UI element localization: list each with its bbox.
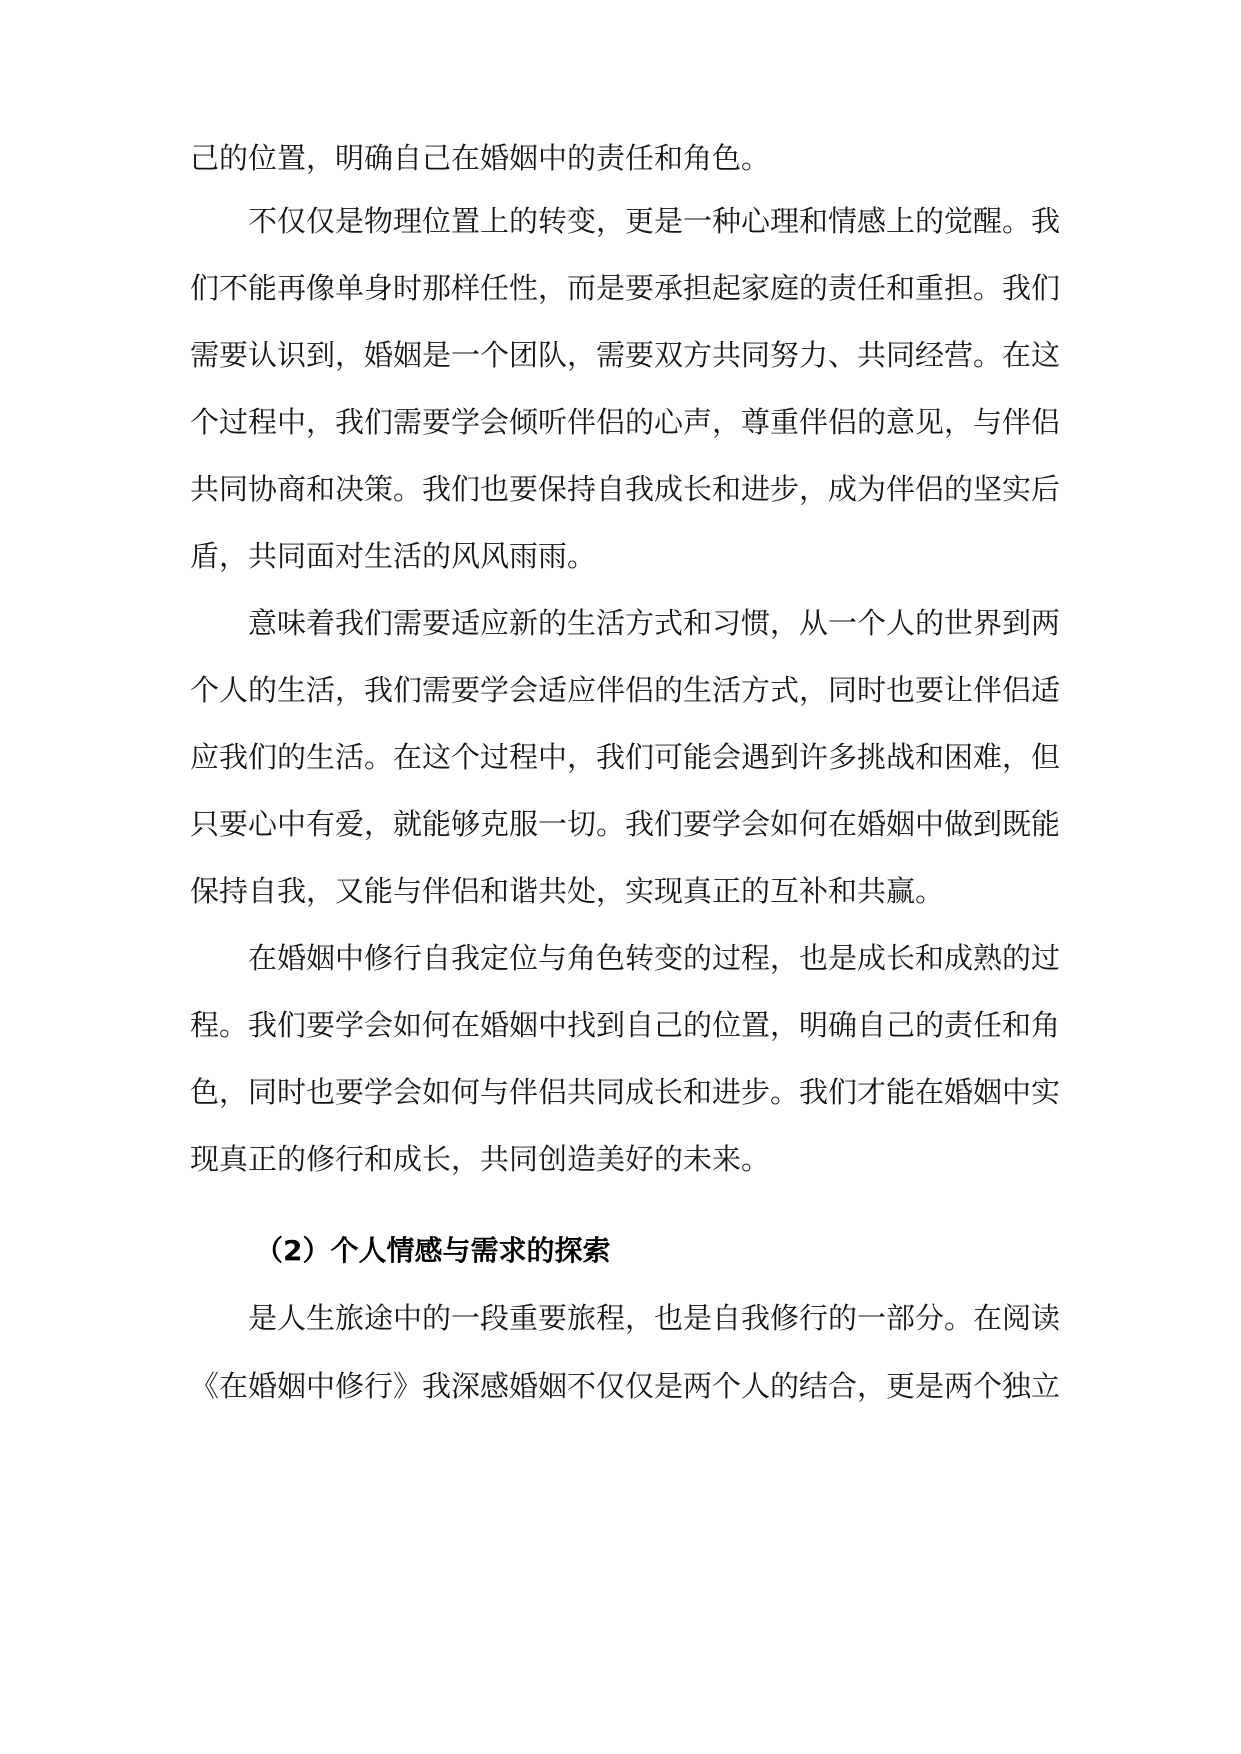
paragraph-line: 色，同时也要学会如何与伴侣共同成长和进步。我们才能在婚姻中实 (190, 1075, 1061, 1109)
paragraph-line: 共同协商和决策。我们也要保持自我成长和进步，成为伴侣的坚实后 (190, 472, 1061, 506)
paragraph-line: 们不能再像单身时那样任性，而是要承担起家庭的责任和重担。我们 (190, 271, 1061, 305)
paragraph-line: 己的位置，明确自己在婚姻中的责任和角色。 (190, 141, 771, 175)
paragraph-line: 需要认识到，婚姻是一个团队，需要双方共同努力、共同经营。在这 (190, 338, 1061, 372)
paragraph-line: 《在婚姻中修行》我深感婚姻不仅仅是两个人的结合，更是两个独立 (190, 1369, 1061, 1403)
paragraph-line: 盾，共同面对生活的风风雨雨。 (190, 539, 597, 573)
paragraph-line: 程。我们要学会如何在婚姻中找到自己的位置，明确自己的责任和角 (190, 1008, 1061, 1042)
paragraph-line: 意味着我们需要适应新的生活方式和习惯，从一个人的世界到两 (248, 606, 1061, 640)
paragraph-line: 不仅仅是物理位置上的转变，更是一种心理和情感上的觉醒。我 (248, 204, 1061, 238)
paragraph-line: 个人的生活，我们需要学会适应伴侣的生活方式，同时也要让伴侣适 (190, 673, 1061, 707)
paragraph-line: 个过程中，我们需要学会倾听伴侣的心声，尊重伴侣的意见，与伴侣 (190, 405, 1061, 439)
paragraph-line: 在婚姻中修行自我定位与角色转变的过程，也是成长和成熟的过 (248, 941, 1061, 975)
section-heading: （2）个人情感与需求的探索 (255, 1234, 611, 1267)
paragraph-line: 现真正的修行和成长，共同创造美好的未来。 (190, 1142, 771, 1176)
paragraph-line: 只要心中有爱，就能够克服一切。我们要学会如何在婚姻中做到既能 (190, 807, 1061, 841)
paragraph-line: 保持自我，又能与伴侣和谐共处，实现真正的互补和共赢。 (190, 874, 945, 908)
paragraph-line: 是人生旅途中的一段重要旅程，也是自我修行的一部分。在阅读 (248, 1301, 1061, 1335)
paragraph-line: 应我们的生活。在这个过程中，我们可能会遇到许多挑战和困难，但 (190, 740, 1061, 774)
